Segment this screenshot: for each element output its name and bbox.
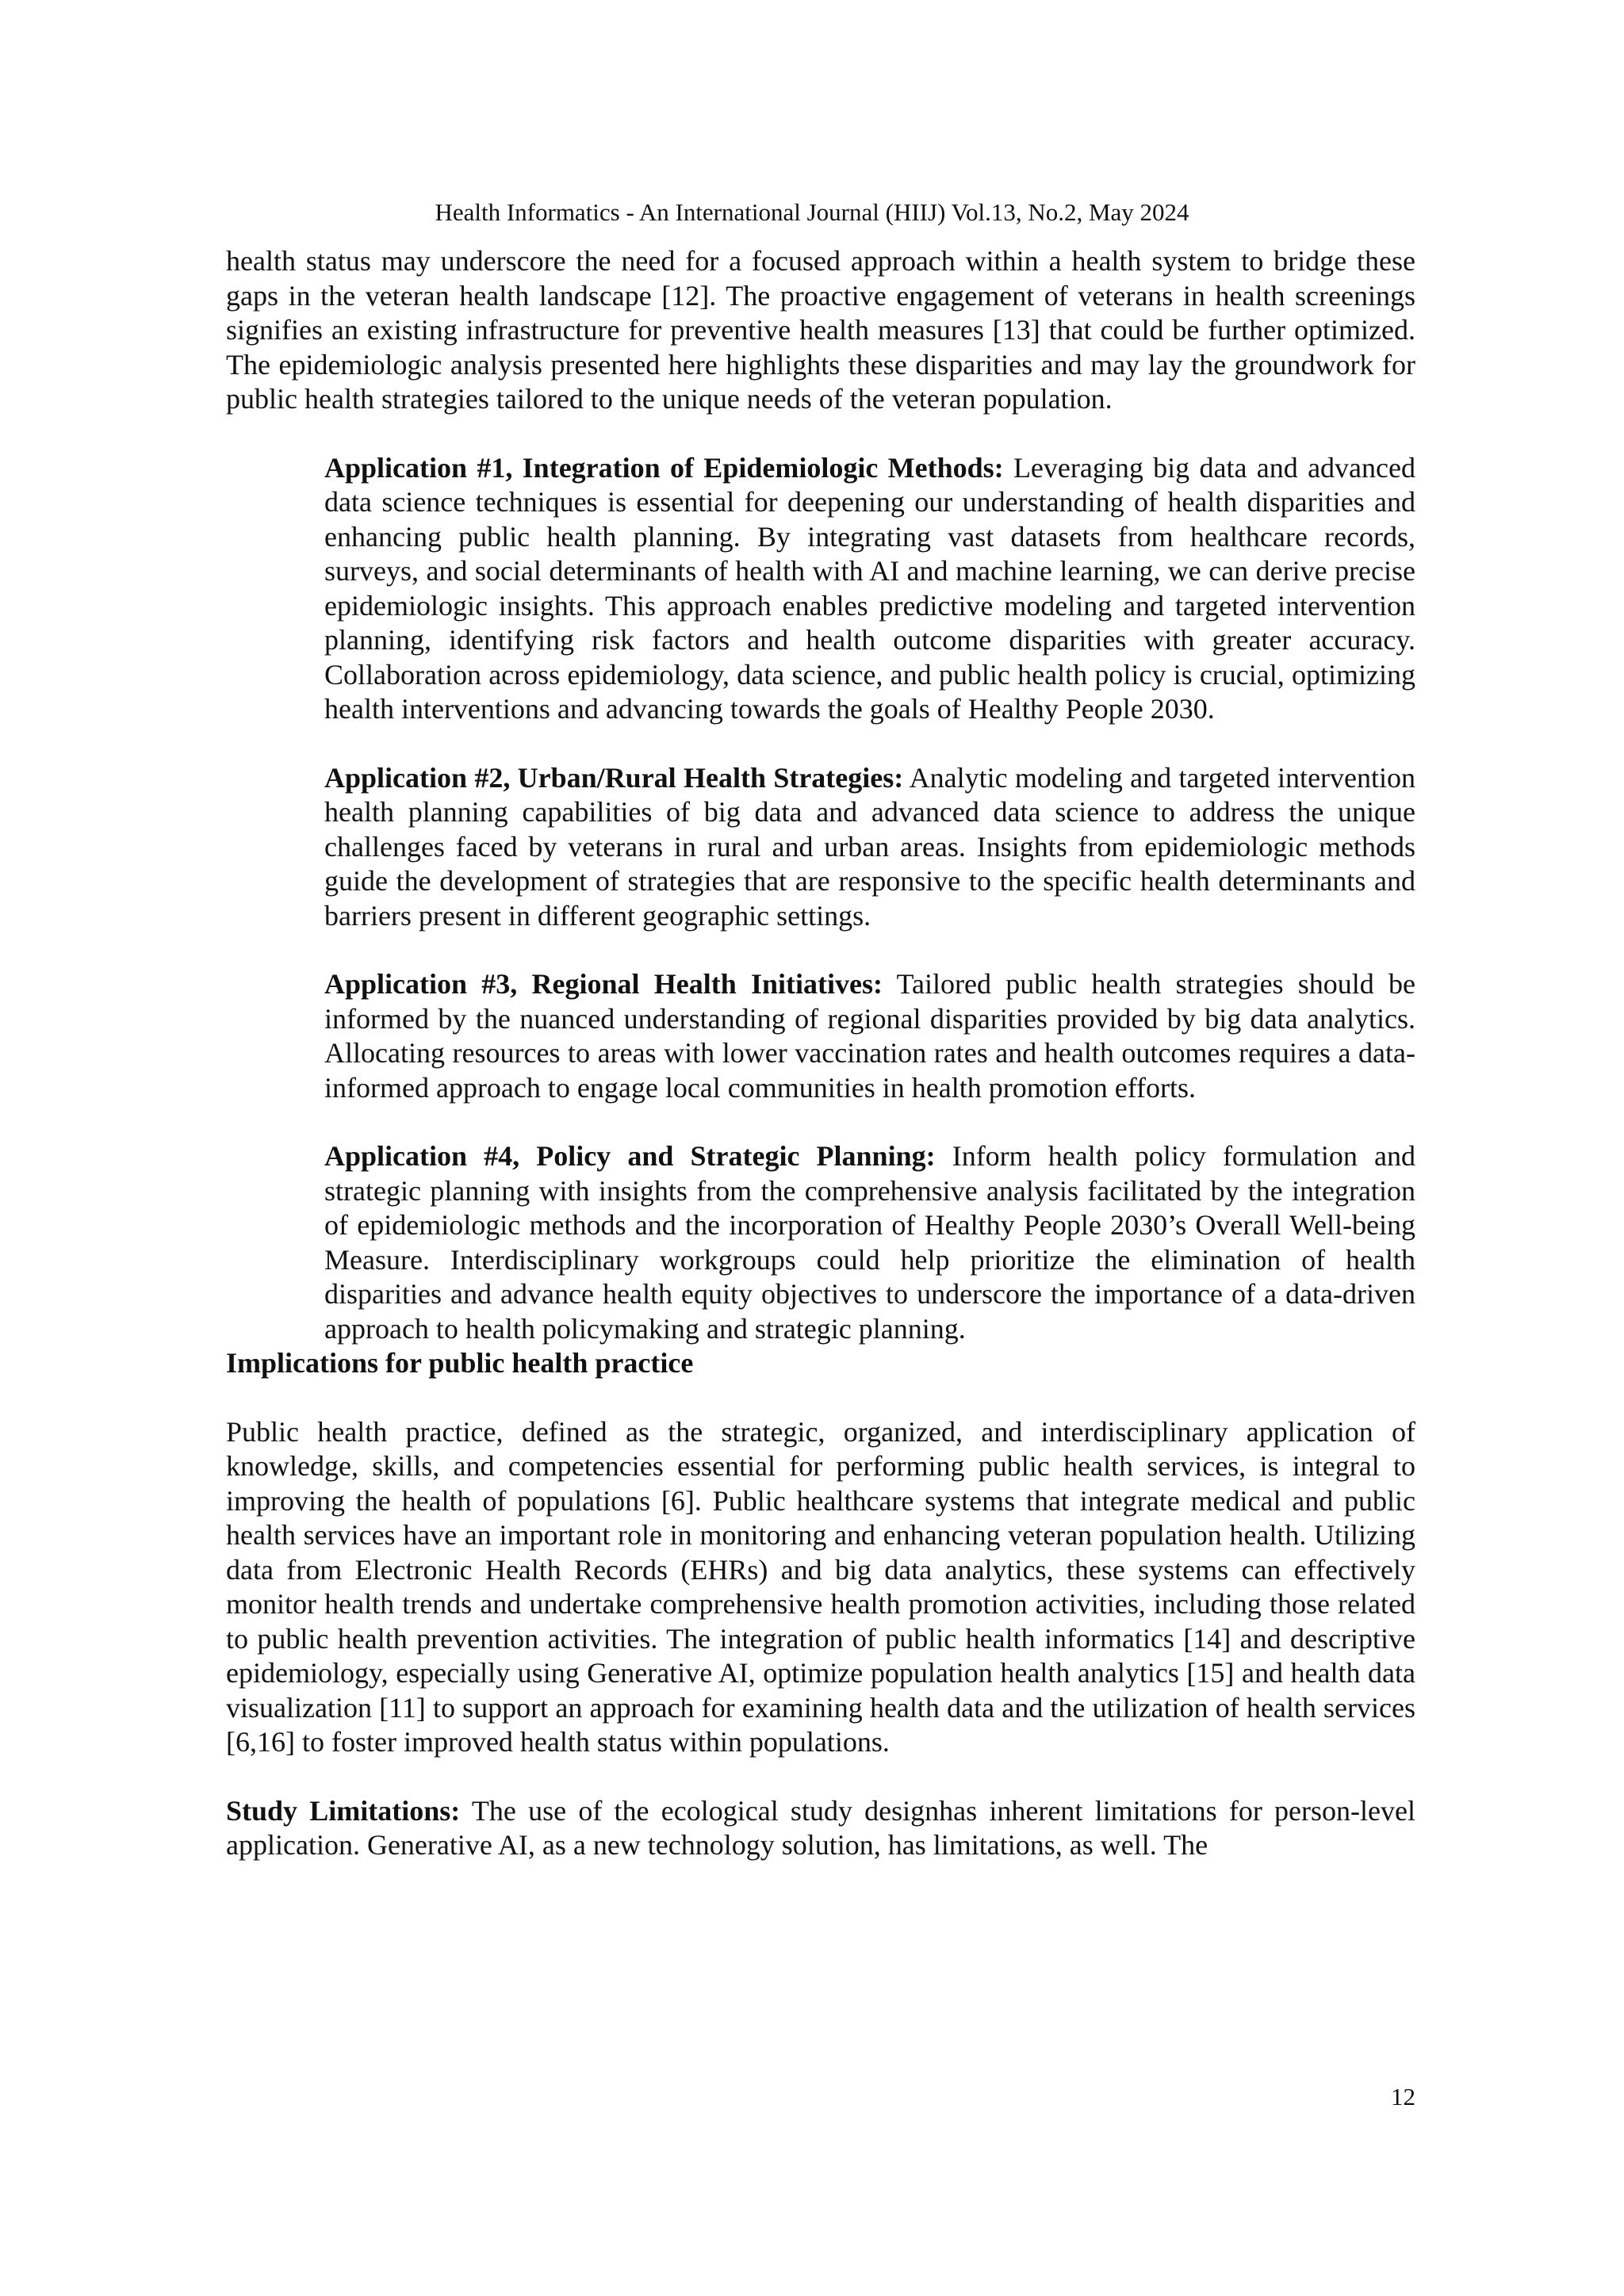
journal-page: Health Informatics - An International Journal (HIIJ) Vol.13, No.2, May 2024 health status may underscore the need for a focused approach within a health system to bridge these gaps in the veteran health landscape [12]. The proactive engagement of veterans in health screenings signifies an existing infrastructure for preventive health measures [13] that could be further optimized. The epidemiologic analysis presented here highlights these disparities and may lay the groundwork for public health strategies tailored to the unique needs of the veteran population. Application #1, Integration of Epidemiologic Methods: Leveraging big data and advanced data science techniques is essential for deepening our understanding of health disparities and enhancing public health planning. By integrating vast datasets from healthcare records, surveys, and social determinants of health with AI and machine learning, we can derive precise epidemiologic insights. This approach enables predictive modeling and targeted intervention planning, identifying risk factors and health outcome disparities with greater accuracy. Collaboration across epidemiology, data science, and public health policy is crucial, optimizing health interventions and advancing towards the goals of Healthy People 2030. Application #2, Urban/Rural Health Strategies: Analytic modeling and targeted intervention health planning capabilities of big data and advanced data science to address the unique challenges faced by veterans in rural and urban areas. Insights from epidemiologic methods guide the development of strategies that are responsive to the specific health determinants and barriers present in different geographic settings. Application #3, Regional Health Initiatives: Tailored public health strategies should be informed by the nuanced understanding of regional disparities provided by big data analytics. Allocating resources to areas with lower vaccination rates and health outcomes requires a data-informed approach to engage local communities in health promotion efforts. Application #4, Policy and Strategic Planning: Inform health policy formulation and strategic planning with insights from the comprehensive analysis facilitated by the integration of epidemiologic methods and the incorporation of Healthy People 2030’s Overall Well-being Measure. Interdisciplinary workgroups could help prioritize the elimination of health disparities and advance health equity objectives to underscore the importance of a data-driven approach to health policymaking and strategic planning. Implications for public health practice Public health practice, defined as the strategic, organized, and interdisciplinary application of knowledge, skills, and competencies essential for performing public health services, is integral to improving the health of populations [6]. Public healthcare systems that integrate medical and public health services have an important role in monitoring and enhancing veteran population health. Utilizing data from Electronic Health Records (EHRs) and big data analytics, these systems can effectively monitor health trends and undertake comprehensive health promotion activities, including those related to public health prevention activities. The integration of public health informatics [14] and descriptive epidemiology, especially using Generative AI, optimize population health analytics [15] and health data visualization [11] to support an approach for examining health data and the utilization of health services [6,16] to foster improved health status within populations. Study Limitations: The use of the ecological study designhas inherent limitations for person-level application. Generative AI, as a new technology solution, has limitations, as well. The 12 [0, 0, 1624, 2296]
running-header: Health Informatics - An International Journal (HIIJ) Vol.13, No.2, May 2024 [435, 198, 1189, 226]
page-content [226, 244, 1415, 1863]
application-3-text: Tailored public health strategies should be informed by the nuanced understanding of regional disparities provided by big data analytics. Allocating resources to areas with lower vaccination rates and health outcomes requires a data-informed approach to engage local communities in health promotion efforts. [324, 968, 1416, 1104]
application-4 [324, 1139, 1415, 1346]
application-3 [324, 967, 1415, 1105]
application-1-title: Application #1, Integration of Epidemiologic Methods: [324, 451, 1004, 484]
application-4-text: Inform health policy formulation and strategic planning with insights from the comprehensive analysis facilitated by the integration of epidemiologic methods and the incorporation of Healthy People 2030’s Overall Well-being Measure. Interdisciplinary workgroups could help prioritize the elimination of health disparities and advance health equity objectives to underscore the importance of a data-driven approach to health policymaking and strategic planning. [324, 1140, 1415, 1345]
limitations-paragraph [226, 1794, 1415, 1863]
limitations-label: Study Limitations: [226, 1794, 461, 1827]
section-heading: Implications for public health practice [226, 1347, 694, 1379]
application-3-title: Application #3, Regional Health Initiatives: [324, 968, 883, 1000]
practice-paragraph: Public health practice, defined as the strategic, organized, and interdisciplinary application of knowledge, skills, and competencies essential for performing public health services, is integral to improving the health of populations [6]. Public healthcare systems that integrate medical and public health services have an important role in monitoring and enhancing veteran population health. Utilizing data from Electronic Health Records (EHRs) and big data analytics, these systems can effectively monitor health trends and undertake comprehensive health promotion activities, including those related to public health prevention activities. The integration of public health informatics [14] and descriptive epidemiology, especially using Generative AI, optimize population health analytics [15] and health data visualization [11] to support an approach for examining health data and the utilization of health services [6,16] to foster improved health status within populations. [226, 1415, 1415, 1758]
application-2-title: Application #2, Urban/Rural Health Strategies: [324, 761, 904, 794]
application-2 [324, 761, 1415, 934]
application-1-text: Leveraging big data and advanced data science techniques is essential for deepening our understanding of health disparities and enhancing public health planning. By integrating vast datasets from healthcare records, surveys, and social determinants of health with AI and machine learning, we can derive precise epidemiologic insights. This approach enables predictive modeling and targeted intervention planning, identifying risk factors and health outcome disparities with greater accuracy. Collaboration across epidemiology, data science, and public health policy is crucial, optimizing health interventions and advancing towards the goals of Healthy People 2030. [324, 451, 1415, 725]
application-4-title: Application #4, Policy and Strategic Planning: [324, 1140, 936, 1172]
intro-paragraph: health status may underscore the need for a focused approach within a health system to bridge these gaps in the veteran health landscape [12]. The proactive engagement of veterans in health screenings signifies an existing infrastructure for preventive health measures [13] that could be further optimized. The epidemiologic analysis presented here highlights these disparities and may lay the groundwork for public health strategies tailored to the unique needs of the veteran population. [226, 245, 1415, 415]
application-2-text: Analytic modeling and targeted intervention health planning capabilities of big data and advanced data science to address the unique challenges faced by veterans in rural and urban areas. Insights from epidemiologic methods guide the development of strategies that are responsive to the specific health determinants and barriers present in different geographic settings. [324, 761, 1416, 932]
limitations-text: The use of the ecological study designhas inherent limitations for person-level application. Generative AI, as a new technology solution, has limitations, as well. The [226, 1794, 1415, 1861]
application-1 [324, 451, 1415, 727]
